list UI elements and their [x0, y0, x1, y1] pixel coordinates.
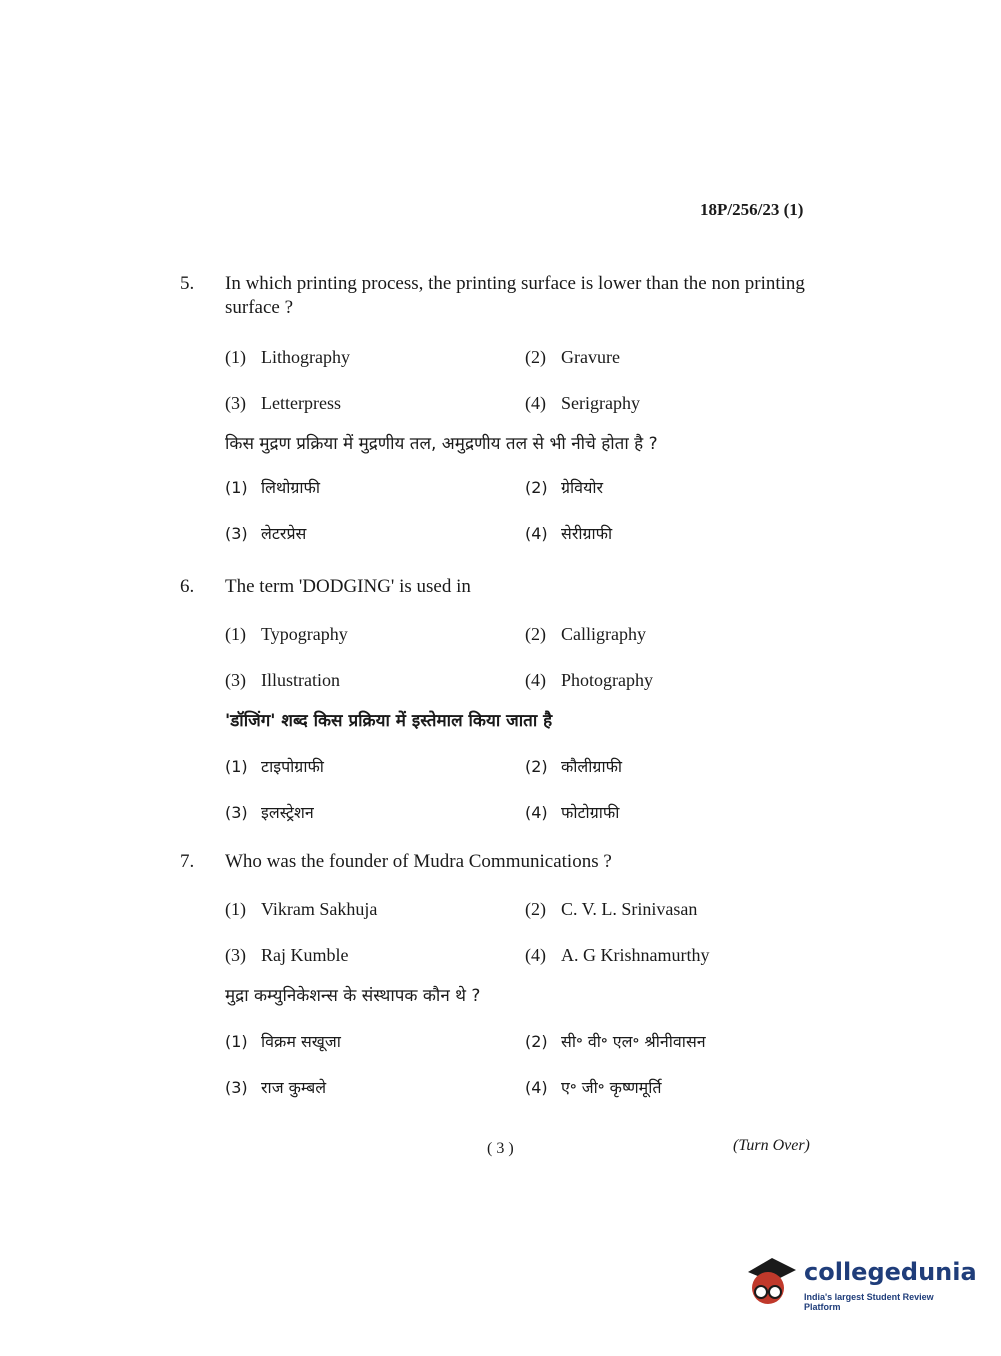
options-hindi	[225, 1018, 820, 1110]
options-english	[225, 611, 820, 703]
question-5	[180, 272, 820, 556]
option: (3) Raj Kumble	[225, 944, 349, 965]
question-7	[180, 850, 820, 1110]
option: (2) कौलीग्राफी	[525, 756, 623, 776]
option: (4) फोटोग्राफी	[525, 802, 620, 822]
question-text: Who was the founder of Mudra Communications ?	[225, 851, 612, 872]
question-number: 5.	[180, 273, 195, 294]
option: (2) Calligraphy	[525, 623, 646, 644]
page-number: ( 3 )	[487, 1140, 514, 1157]
option: (4) Serigraphy	[525, 392, 640, 413]
option: (3) इलस्ट्रेशन	[225, 802, 314, 822]
option: (2) सी॰ वी॰ एल॰ श्रीनीवासन	[525, 1031, 706, 1051]
question-number: 6.	[180, 576, 195, 597]
option: (1) टाइपोग्राफी	[225, 756, 324, 776]
option: (2) ग्रेवियोर	[525, 477, 604, 497]
question-text-hindi: मुद्रा कम्युनिकेशन्स के संस्थापक कौन थे ?	[225, 986, 481, 1006]
turn-over-note: (Turn Over)	[733, 1137, 810, 1154]
mascot-icon	[742, 1252, 798, 1308]
option: (2) Gravure	[525, 346, 620, 367]
option: (4) A. G Krishnamurthy	[525, 944, 710, 965]
question-text-hindi: 'डॉजिंग' शब्द किस प्रक्रिया में इस्तेमाल किया जाता है	[225, 711, 553, 731]
watermark-logo	[742, 1250, 977, 1314]
option: (1) Lithography	[225, 346, 350, 367]
option: (1) लिथोग्राफी	[225, 477, 321, 497]
paper-code: 18P/256/23 (1)	[700, 200, 804, 219]
option: (3) राज कुम्बले	[225, 1077, 327, 1097]
options-hindi	[225, 743, 820, 835]
question-text: The term 'DODGING' is used in	[225, 576, 471, 597]
options-english	[225, 334, 820, 426]
option: (1) Vikram Sakhuja	[225, 898, 378, 919]
question-number: 7.	[180, 851, 195, 872]
option: (1) विक्रम सखूजा	[225, 1031, 341, 1051]
question-6	[180, 575, 820, 835]
watermark-name: collegedunia	[804, 1258, 977, 1286]
option: (4) सेरीग्राफी	[525, 523, 613, 543]
option: (4) ए॰ जी॰ कृष्णमूर्ति	[525, 1077, 662, 1097]
options-hindi	[225, 464, 820, 556]
question-text-hindi: किस मुद्रण प्रक्रिया में मुद्रणीय तल, अमुद्रणीय तल से भी नीचे होता है ?	[225, 434, 658, 454]
option: (3) Illustration	[225, 669, 340, 690]
option: (1) Typography	[225, 623, 348, 644]
option: (2) C. V. L. Srinivasan	[525, 898, 698, 919]
option: (4) Photography	[525, 669, 653, 690]
option: (3) Letterpress	[225, 392, 341, 413]
question-text: In which printing process, the printing surface is lower than the non printing surface ?	[225, 273, 805, 318]
watermark-tagline: India's largest Student Review Platform	[804, 1292, 934, 1312]
options-english	[225, 886, 820, 978]
option: (3) लेटरप्रेस	[225, 523, 307, 543]
